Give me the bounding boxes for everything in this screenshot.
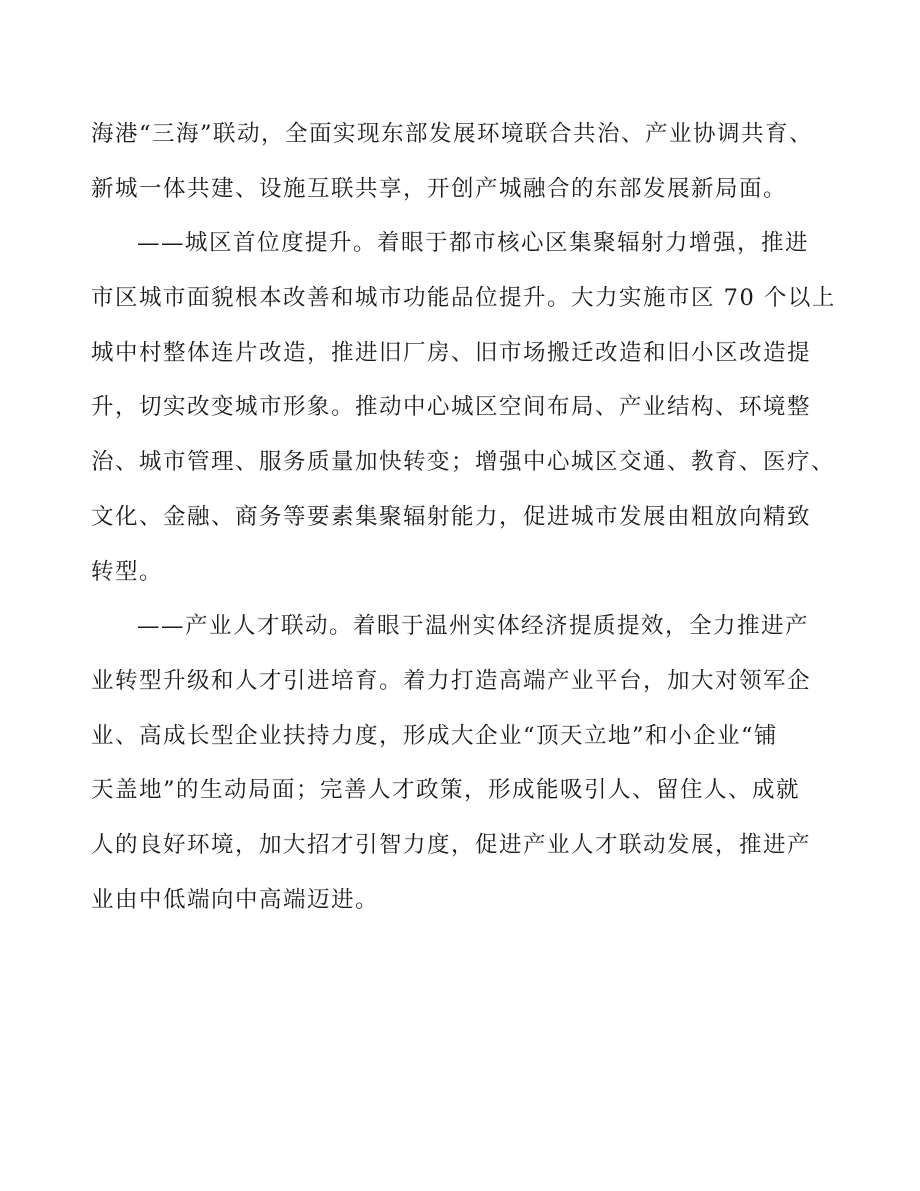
document-body [91,112,836,932]
text-line: 新城一体共建、设施互联共享，开创产城融合的东部发展新局面。 [91,175,788,202]
text-line: 治、城市管理、服务质量加快转变；增强中心城区交通、教育、医疗、 [91,449,836,476]
text-line: 市区城市面貌根本改善和城市功能品位提升。大力实施市区 70 个以上 [91,285,836,312]
text-line: 转型。 [91,558,164,585]
text-line: 文化、金融、商务等要素集聚辐射能力，促进城市发展由粗放向精致 [91,503,812,530]
text-line: 升，切实改变城市形象。推动中心城区空间布局、产业结构、环境整 [91,394,812,421]
text-line: 业转型升级和人才引进培育。着力打造高端产业平台，加大对领军企 [91,667,812,694]
paragraph-industry-talent [91,604,831,932]
text-line: ——城区首位度提升。着眼于都市核心区集聚辐射力增强，推进 [137,230,810,257]
paragraph-urban-primacy [91,221,836,604]
paragraph-three-seas-linkage [91,112,831,221]
text-line: 人的良好环境，加大招才引智力度，促进产业人才联动发展，推进产 [91,831,812,858]
text-line: 业由中低端向中高端迈进。 [91,886,380,913]
text-line: ——产业人才联动。着眼于温州实体经济提质提效，全力推进产 [137,613,810,640]
text-line: 海港“三海”联动，全面实现东部发展环境联合共治、产业协调共育、 [91,121,814,147]
text-line: 业、高成长型企业扶持力度，形成大企业“顶天立地”和小企业“铺 [91,722,779,749]
text-line: 城中村整体连片改造，推进旧厂房、旧市场搬迁改造和旧小区改造提 [91,339,812,366]
text-line: 天盖地”的生动局面；完善人才政策，形成能吸引人、留住人、成就 [91,777,801,804]
